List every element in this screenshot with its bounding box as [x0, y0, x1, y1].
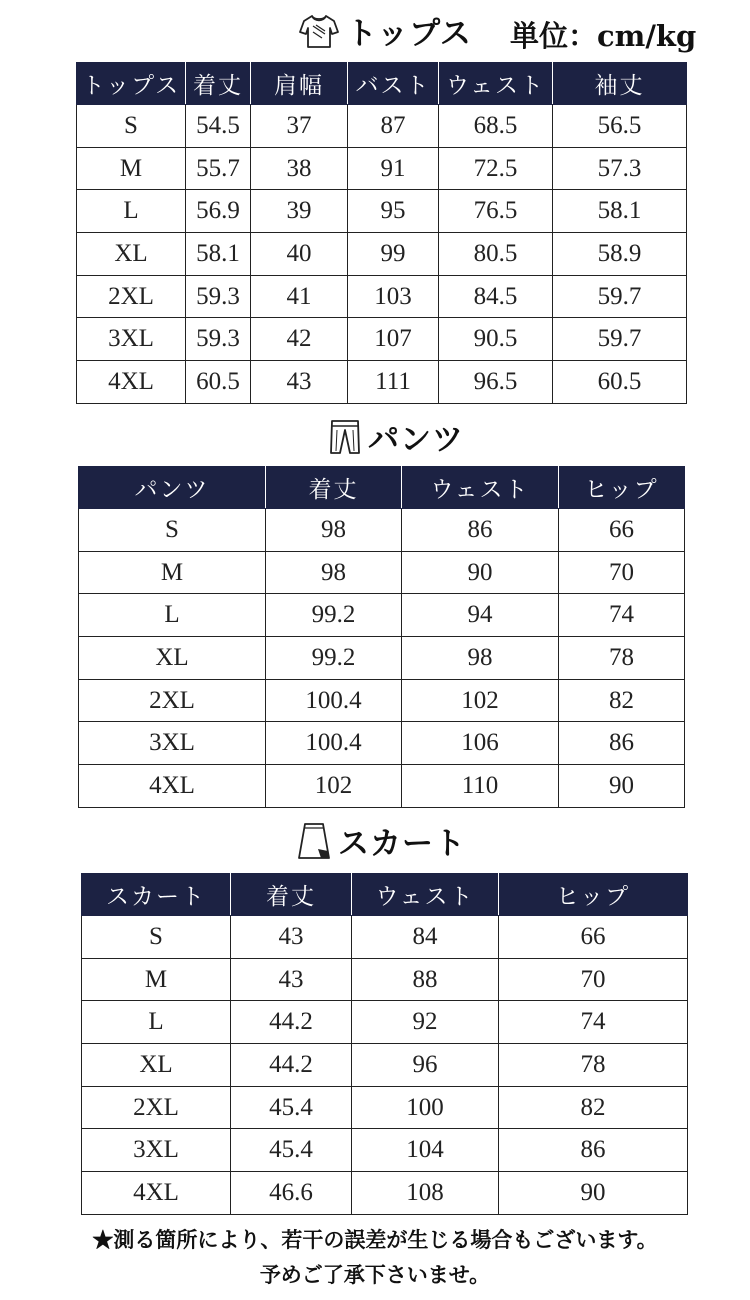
- measurement-cell: 58.1: [553, 190, 687, 233]
- measurement-cell: 40: [251, 233, 348, 276]
- size-cell: 2XL: [77, 275, 186, 318]
- table-row: [79, 509, 685, 552]
- measurement-cell: 84: [352, 916, 499, 959]
- measurement-cell: 99: [348, 233, 439, 276]
- measurement-cell: 108: [352, 1172, 499, 1215]
- column-header: 着丈: [231, 874, 352, 916]
- column-header: 着丈: [266, 467, 402, 509]
- size-cell: 4XL: [82, 1172, 231, 1215]
- measurement-cell: 104: [352, 1129, 499, 1172]
- size-cell: S: [79, 509, 266, 552]
- measurement-cell: 59.7: [553, 318, 687, 361]
- measurement-cell: 74: [559, 594, 685, 637]
- table-row: [77, 105, 687, 148]
- size-cell: 2XL: [79, 679, 266, 722]
- table-row: [77, 147, 687, 190]
- measurement-cell: 42: [251, 318, 348, 361]
- size-cell: XL: [82, 1044, 231, 1087]
- measurement-cell: 45.4: [231, 1129, 352, 1172]
- shirt-icon: [298, 12, 340, 50]
- measurement-cell: 92: [352, 1001, 499, 1044]
- size-cell: S: [82, 916, 231, 959]
- measurement-cell: 57.3: [553, 147, 687, 190]
- column-header: スカート: [82, 874, 231, 916]
- measurement-cell: 68.5: [439, 105, 553, 148]
- measurement-cell: 44.2: [231, 1001, 352, 1044]
- column-header: ウェスト: [402, 467, 559, 509]
- measurement-cell: 56.9: [186, 190, 251, 233]
- measurement-cell: 39: [251, 190, 348, 233]
- measurement-cell: 88: [352, 958, 499, 1001]
- measurement-cell: 86: [402, 509, 559, 552]
- column-header: 着丈: [186, 63, 251, 105]
- measurement-cell: 76.5: [439, 190, 553, 233]
- measurement-cell: 84.5: [439, 275, 553, 318]
- column-header: 肩幅: [251, 63, 348, 105]
- measurement-cell: 103: [348, 275, 439, 318]
- measurement-cell: 38: [251, 147, 348, 190]
- size-cell: 4XL: [77, 361, 186, 404]
- column-header: ヒップ: [559, 467, 685, 509]
- unit-label: 単位：cm/kg: [510, 19, 697, 53]
- measurement-cell: 100.4: [266, 722, 402, 765]
- measurement-cell: 107: [348, 318, 439, 361]
- column-header: ヒップ: [499, 874, 688, 916]
- measurement-cell: 102: [266, 765, 402, 808]
- size-cell: 3XL: [79, 722, 266, 765]
- measurement-cell: 90: [499, 1172, 688, 1215]
- measurement-cell: 96.5: [439, 361, 553, 404]
- table-header-row: [82, 874, 688, 916]
- skirt-section-title: [296, 818, 466, 863]
- measurement-cell: 91: [348, 147, 439, 190]
- table-row: [79, 637, 685, 680]
- column-header: バスト: [348, 63, 439, 105]
- measurement-cell: 56.5: [553, 105, 687, 148]
- column-header: ウェスト: [439, 63, 553, 105]
- measurement-cell: 110: [402, 765, 559, 808]
- table-row: [82, 1172, 688, 1215]
- tops-title-text: トップス: [346, 16, 472, 52]
- footnote-line-2: 予めご了承下さいませ。: [259, 1262, 491, 1287]
- measurement-cell: 78: [559, 637, 685, 680]
- measurement-cell: 82: [559, 679, 685, 722]
- measurement-cell: 72.5: [439, 147, 553, 190]
- measurement-cell: 111: [348, 361, 439, 404]
- pants-icon: [328, 418, 362, 456]
- measurement-cell: 90: [402, 551, 559, 594]
- size-cell: L: [79, 594, 266, 637]
- table-row: [79, 679, 685, 722]
- table-header-row: [79, 467, 685, 509]
- table-row: [77, 361, 687, 404]
- measurement-cell: 43: [231, 958, 352, 1001]
- measurement-cell: 90.5: [439, 318, 553, 361]
- measurement-cell: 70: [559, 551, 685, 594]
- size-cell: S: [77, 105, 186, 148]
- tops-section-title: [298, 8, 472, 53]
- measurement-cell: 74: [499, 1001, 688, 1044]
- measurement-cell: 82: [499, 1086, 688, 1129]
- measurement-cell: 98: [266, 509, 402, 552]
- measurement-cell: 60.5: [553, 361, 687, 404]
- skirt-icon: [296, 821, 332, 861]
- size-cell: 3XL: [82, 1129, 231, 1172]
- measurement-cell: 86: [559, 722, 685, 765]
- measurement-cell: 59.7: [553, 275, 687, 318]
- measurement-cell: 94: [402, 594, 559, 637]
- measurement-cell: 86: [499, 1129, 688, 1172]
- measurement-cell: 46.6: [231, 1172, 352, 1215]
- table-row: [79, 551, 685, 594]
- table-row: [82, 1044, 688, 1087]
- measurement-cell: 99.2: [266, 637, 402, 680]
- measurement-cell: 90: [559, 765, 685, 808]
- table-row: [77, 275, 687, 318]
- measurement-cell: 102: [402, 679, 559, 722]
- size-cell: L: [82, 1001, 231, 1044]
- pants-section-title: [328, 414, 464, 459]
- measurement-cell: 78: [499, 1044, 688, 1087]
- measurement-cell: 99.2: [266, 594, 402, 637]
- measurement-cell: 43: [231, 916, 352, 959]
- measurement-cell: 87: [348, 105, 439, 148]
- table-row: [77, 233, 687, 276]
- measurement-cell: 58.1: [186, 233, 251, 276]
- table-row: [77, 190, 687, 233]
- table-row: [82, 1129, 688, 1172]
- measurement-cell: 45.4: [231, 1086, 352, 1129]
- skirt-title-text: スカート: [338, 826, 466, 862]
- pants-title-text: パンツ: [368, 422, 464, 458]
- column-header: トップス: [77, 63, 186, 105]
- pants-size-table: [78, 466, 685, 808]
- measurement-cell: 100: [352, 1086, 499, 1129]
- size-cell: XL: [77, 233, 186, 276]
- measurement-cell: 37: [251, 105, 348, 148]
- measurement-cell: 55.7: [186, 147, 251, 190]
- measurement-cell: 41: [251, 275, 348, 318]
- footnote-line-1: ★測る箇所により、若干の誤差が生じる場合もございます。: [92, 1227, 658, 1252]
- size-cell: M: [77, 147, 186, 190]
- size-cell: 4XL: [79, 765, 266, 808]
- measurement-cell: 95: [348, 190, 439, 233]
- measurement-cell: 66: [559, 509, 685, 552]
- column-header: 袖丈: [553, 63, 687, 105]
- column-header: パンツ: [79, 467, 266, 509]
- measurement-cell: 96: [352, 1044, 499, 1087]
- measurement-cell: 98: [402, 637, 559, 680]
- measurement-cell: 66: [499, 916, 688, 959]
- column-header: ウェスト: [352, 874, 499, 916]
- table-row: [82, 1086, 688, 1129]
- tops-size-table: [76, 62, 687, 404]
- table-row: [79, 765, 685, 808]
- table-row: [77, 318, 687, 361]
- size-cell: 2XL: [82, 1086, 231, 1129]
- measurement-cell: 59.3: [186, 318, 251, 361]
- measurement-cell: 70: [499, 958, 688, 1001]
- table-row: [82, 916, 688, 959]
- measurement-cell: 80.5: [439, 233, 553, 276]
- size-cell: XL: [79, 637, 266, 680]
- size-cell: 3XL: [77, 318, 186, 361]
- measurement-cell: 100.4: [266, 679, 402, 722]
- measurement-cell: 44.2: [231, 1044, 352, 1087]
- size-cell: M: [82, 958, 231, 1001]
- size-cell: L: [77, 190, 186, 233]
- measurement-cell: 98: [266, 551, 402, 594]
- size-cell: M: [79, 551, 266, 594]
- skirt-size-table: [81, 873, 688, 1215]
- measurement-cell: 54.5: [186, 105, 251, 148]
- measurement-cell: 59.3: [186, 275, 251, 318]
- measurement-cell: 60.5: [186, 361, 251, 404]
- measurement-cell: 43: [251, 361, 348, 404]
- measurement-cell: 106: [402, 722, 559, 765]
- table-row: [82, 1001, 688, 1044]
- table-row: [82, 958, 688, 1001]
- table-row: [79, 594, 685, 637]
- table-header-row: [77, 63, 687, 105]
- table-row: [79, 722, 685, 765]
- measurement-cell: 58.9: [553, 233, 687, 276]
